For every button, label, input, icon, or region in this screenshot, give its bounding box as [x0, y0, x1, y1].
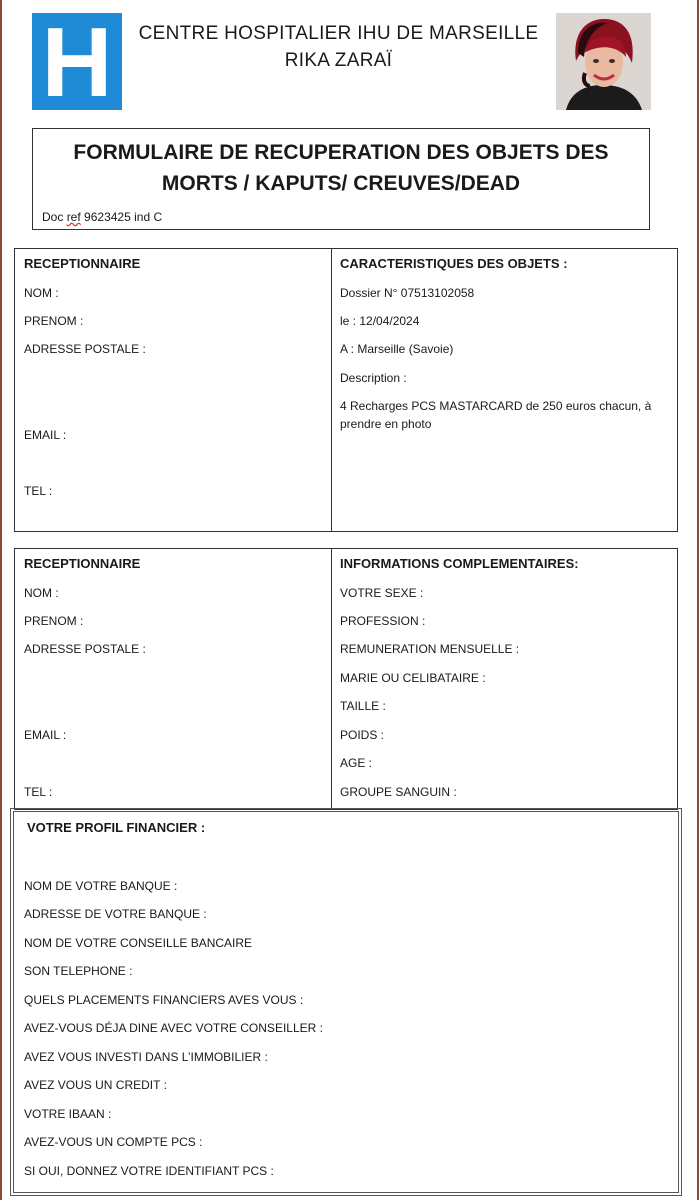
- form-title: [33, 137, 649, 199]
- organization-name: CENTRE HOSPITALIER IHU DE MARSEILLE: [138, 23, 539, 44]
- section1-email-field: EMAIL :: [24, 428, 67, 442]
- section2-receptionnaire-heading: RECEPTIONNAIRE: [24, 556, 141, 571]
- sexe-field: VOTRE SEXE :: [340, 586, 424, 600]
- dossier-number: Dossier N° 07513102058: [340, 286, 475, 300]
- section1-address-field: ADRESSE POSTALE :: [24, 342, 146, 356]
- hospital-logo-letter: H: [41, 6, 113, 117]
- form-title-line-2: MORTS / KAPUTS/ CREUVES/DEAD: [161, 172, 521, 195]
- age-field: AGE :: [340, 756, 373, 770]
- doc-prefix: Doc: [42, 210, 64, 224]
- section1-nom-field: NOM :: [24, 286, 59, 300]
- description-label: Description :: [340, 371, 407, 385]
- bank-advisor-field: NOM DE VOTRE CONSEILLE BANCAIRE: [24, 936, 253, 950]
- taille-field: TAILLE :: [340, 699, 386, 713]
- poids-field: POIDS :: [340, 728, 385, 742]
- section1-tel-field: TEL :: [24, 484, 53, 498]
- marital-status-field: MARIE OU CELIBATAIRE :: [340, 671, 486, 685]
- page-edge-left: [0, 0, 2, 1200]
- portrait-photo: [556, 13, 651, 110]
- description-line-1: 4 Recharges PCS MASTARCARD de 250 euros chacun, à: [340, 399, 652, 413]
- section1-characteristics-heading: CARACTERISTIQUES DES OBJETS :: [340, 256, 568, 271]
- bank-address-field: ADRESSE DE VOTRE BANQUE :: [24, 907, 207, 921]
- organization-subname: RIKA ZARAÏ: [284, 50, 393, 71]
- hospital-logo: [32, 6, 122, 117]
- financial-profile-heading: VOTRE PROFIL FINANCIER :: [27, 820, 206, 835]
- doc-ref-number: 9623425 ind C: [84, 210, 163, 224]
- section2-prenom-field: PRENOM :: [24, 614, 84, 628]
- section2-email-field: EMAIL :: [24, 728, 67, 742]
- groupe-sanguin-field: GROUPE SANGUIN :: [340, 785, 457, 799]
- document-reference: [42, 210, 162, 224]
- dossier-location: A : Marseille (Savoie): [340, 342, 454, 356]
- section2-nom-field: NOM :: [24, 586, 59, 600]
- pcs-account-field: AVEZ-VOUS UN COMPTE PCS :: [24, 1135, 203, 1149]
- description-line-2: prendre en photo: [340, 417, 432, 431]
- doc-ref-word: ref: [66, 210, 81, 224]
- portrait-image: [556, 13, 651, 110]
- investments-field: QUELS PLACEMENTS FINANCIERS AVES VOUS :: [24, 993, 304, 1007]
- section1-prenom-field: PRENOM :: [24, 314, 84, 328]
- remuneration-field: REMUNERATION MENSUELLE :: [340, 642, 520, 656]
- form-title-line-1: FORMULAIRE DE RECUPERATION DES OBJETS DES: [73, 141, 609, 164]
- section2-info-heading: INFORMATIONS COMPLEMENTAIRES:: [340, 556, 579, 571]
- dined-with-advisor-field: AVEZ-VOUS DÉJA DINE AVEC VOTRE CONSEILLER :: [24, 1021, 323, 1035]
- section1-receptionnaire-heading: RECEPTIONNAIRE: [24, 256, 141, 271]
- section2-receptionnaire-panel: [14, 548, 332, 810]
- organization-header: [135, 20, 542, 74]
- section1-receptionnaire-panel: [14, 248, 332, 532]
- pcs-identifier-field: SI OUI, DONNEZ VOTRE IDENTIFIANT PCS :: [24, 1164, 274, 1178]
- section2-address-field: ADRESSE POSTALE :: [24, 642, 146, 656]
- credit-field: AVEZ VOUS UN CREDIT :: [24, 1078, 167, 1092]
- advisor-phone-field: SON TELEPHONE :: [24, 964, 133, 978]
- section2-tel-field: TEL :: [24, 785, 53, 799]
- bank-name-field: NOM DE VOTRE BANQUE :: [24, 879, 178, 893]
- real-estate-field: AVEZ VOUS INVESTI DANS L’IMMOBILIER :: [24, 1050, 268, 1064]
- iban-field: VOTRE IBAAN :: [24, 1107, 112, 1121]
- dossier-date: le : 12/04/2024: [340, 314, 420, 328]
- profession-field: PROFESSION :: [340, 614, 426, 628]
- form-title-box: [32, 128, 650, 230]
